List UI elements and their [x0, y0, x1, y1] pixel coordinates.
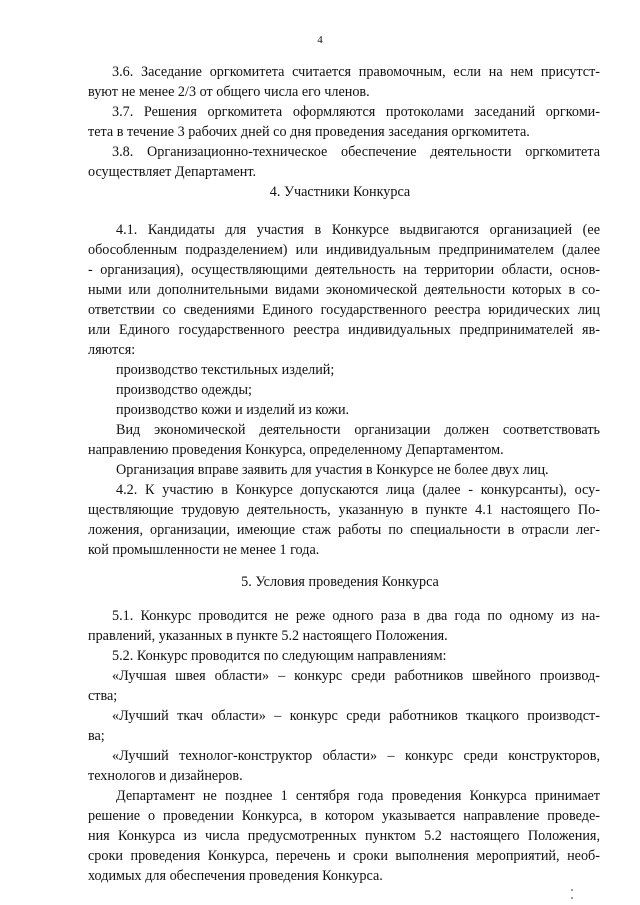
scan-speck [571, 897, 573, 899]
text-line: 5.2. Конкурс проводится по следующим направлениям: [112, 648, 447, 664]
section-heading: 5. Условия проведения Конкурса [241, 574, 439, 590]
list-item: производство одежды; [116, 382, 252, 398]
list-item: ства; [88, 688, 118, 704]
text-line: ществляющие трудовую деятельность, указанную в пункте 4.1 настоящего По- [88, 502, 600, 518]
text-line: 3.8. Организационно-техническое обеспечение деятельности оргкомитета [112, 144, 600, 160]
list-item: ва; [88, 728, 105, 744]
text-line: кой промышленности не менее 1 года. [88, 542, 320, 558]
text-line: 3.6. Заседание оргкомитета считается правомочным, если на нем присутст- [112, 64, 600, 80]
text-line: правлений, указанных в пункте 5.2 настоящего Положения. [88, 628, 448, 644]
text-line: Вид экономической деятельности организации должен соответствовать [116, 422, 600, 438]
text-line: 5.1. Конкурс проводится не реже одного раза в два года по одному из на- [112, 608, 600, 624]
text-line: 4.2. К участию в Конкурсе допускаются лица (далее - конкурсанты), осу- [116, 482, 600, 498]
list-item: «Лучшая швея области» – конкурс среди работников швейного производ- [112, 668, 600, 684]
list-item: «Лучший ткач области» – конкурс среди работников ткацкого производст- [112, 708, 600, 724]
scan-speck [571, 889, 573, 891]
text-line: осуществляет Департамент. [88, 164, 257, 180]
list-item: «Лучший технолог-конструктор области» – конкурс среди конструкторов, [112, 748, 600, 764]
text-line: или Единого государственного реестра индивидуальных предпринимателей яв- [88, 322, 600, 338]
text-line: направлению проведения Конкурса, определенному Департаментом. [88, 442, 504, 458]
text-line: Департамент не позднее 1 сентября года проведения Конкурса принимает [116, 788, 600, 804]
text-line: сроки проведения Конкурса, перечень и сроки выполнения мероприятий, необ- [88, 848, 600, 864]
list-item: производство кожи и изделий из кожи. [116, 402, 350, 418]
text-line: ложения, организации, имеющие стаж работы по специальности в отрасли лег- [88, 522, 600, 538]
text-line: 4.1. Кандидаты для участия в Конкурсе выдвигаются организацией (ее [116, 222, 600, 238]
text-line: 3.7. Решения оргкомитета оформляются протоколами заседаний оргкоми- [112, 104, 600, 120]
text-line: решение о проведении Конкурса, в котором указывается направление проведе- [88, 808, 600, 824]
section-heading: 4. Участники Конкурса [269, 184, 411, 200]
text-line: ходимых для обеспечения проведения Конкурса. [88, 868, 383, 884]
text-line: Организация вправе заявить для участия в Конкурсе не более двух лиц. [116, 462, 549, 478]
text-line: ными или дополнительными видами экономической деятельности которых в со- [88, 282, 600, 298]
page-number: 4 [317, 34, 323, 46]
text-line: - организация), осуществляющими деятельность на территории области, основ- [88, 262, 600, 278]
text-line: вуют не менее 2/3 от общего числа его членов. [88, 84, 370, 100]
list-item: технологов и дизайнеров. [88, 768, 243, 784]
text-line: ния Конкурса из числа предусмотренных пунктом 5.2 настоящего Положения, [88, 828, 600, 844]
list-item: производство текстильных изделий; [116, 362, 335, 378]
text-line: ляются: [88, 342, 136, 358]
text-line: ответствии со сведениями Единого государственного реестра юридических лиц [88, 302, 600, 318]
text-line: тета в течение 3 рабочих дней со дня проведения заседания оргкомитета. [88, 124, 530, 140]
text-line: обособленным подразделением) или индивидуальным предпринимателем (далее [88, 242, 600, 258]
